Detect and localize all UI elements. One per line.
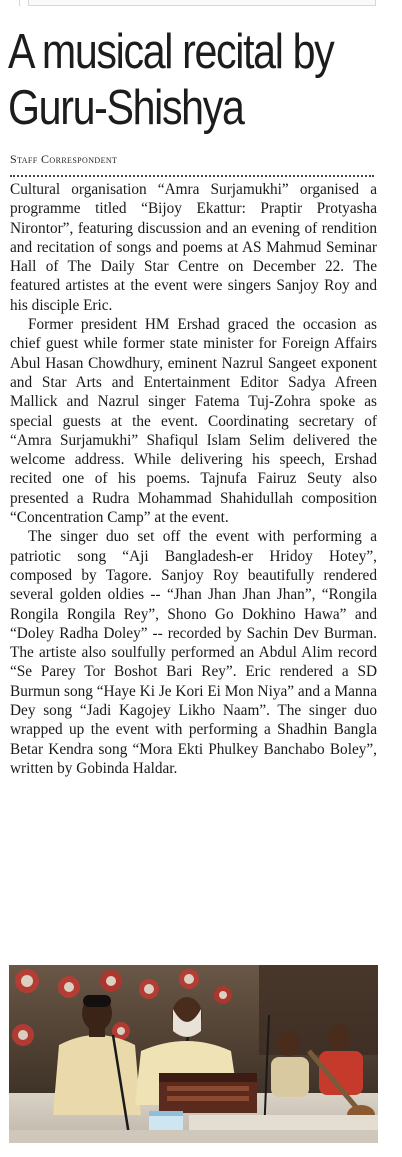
paragraph-2: Former president HM Ershad graced the occasion as chief guest while former state minister for Foreign Affairs Abul Hasan Chowdhury, eminent Nazrul Sangeet exponent and Star Arts and Entertainment Editor Sadya Afreen Mallick and Nazrul singer Fatema Tuj-Zohra spoke as special guests at the event. Coordinating secretary of “Amra Surjamukhi” Shafiqul Islam Selim delivered the welcome address. While delivering his speech, Ershad recited one of his poems. Tajnufa Fairuz Seuty also presented a Rudra Mohammad Shahidullah composition “Concentration Camp” at the event. — [10, 316, 377, 527]
paragraph-3: The singer duo set off the event with performing a patriotic song “Aji Bangladesh-er Hridoy Hotey”, composed by Tagore. Sanjoy Roy beautifully rendered several golden oldies -- “Jhan Jhan Jhan Jhan”, “Rongila Rongila Rongila Rey”, Shono Go Dokhino Hawa” and “Doley Radha Doley” -- recorded by Sachin Dev Burman. The artiste also soulfully performed an Abdul Alim record “Se Parey Tor Boshot Bari Rey”. Eric rendered a SD Burmun song “Haye Ki Je Kori Ei Mon Niya” and a Manna Dey song “Jadi Kagojey Likho Naam”. The singer duo wrapped up the event with performing a Shadhin Bangla Betar Kendra song “Mora Ekti Phulkey Banchabo Boley”, written by Gobinda Haldar. — [10, 528, 377, 777]
header-frame — [28, 0, 376, 6]
headline-line-2: Guru-Shishya — [8, 81, 244, 135]
article-body — [10, 180, 377, 778]
header-frame-left — [0, 0, 20, 6]
article-photo — [9, 965, 378, 1143]
article-headline — [8, 24, 336, 136]
headline-line-1: A musical recital by — [8, 25, 334, 79]
performers-photo-illustration — [9, 965, 378, 1143]
byline: Staff Correspondent — [10, 152, 118, 166]
dotted-divider — [10, 175, 374, 177]
paragraph-1: Cultural organisation “Amra Surjamukhi” organised a programme titled “Bijoy Ekattur: Praptir Protyasha Nirontor”, featuring discussion and an evening of rendition and recitation of songs and poems at AS Mahmud Seminar Hall of The Daily Star Centre on December 22. The featured artistes at the event were singers Sanjoy Roy and his disciple Eric. — [10, 181, 377, 314]
